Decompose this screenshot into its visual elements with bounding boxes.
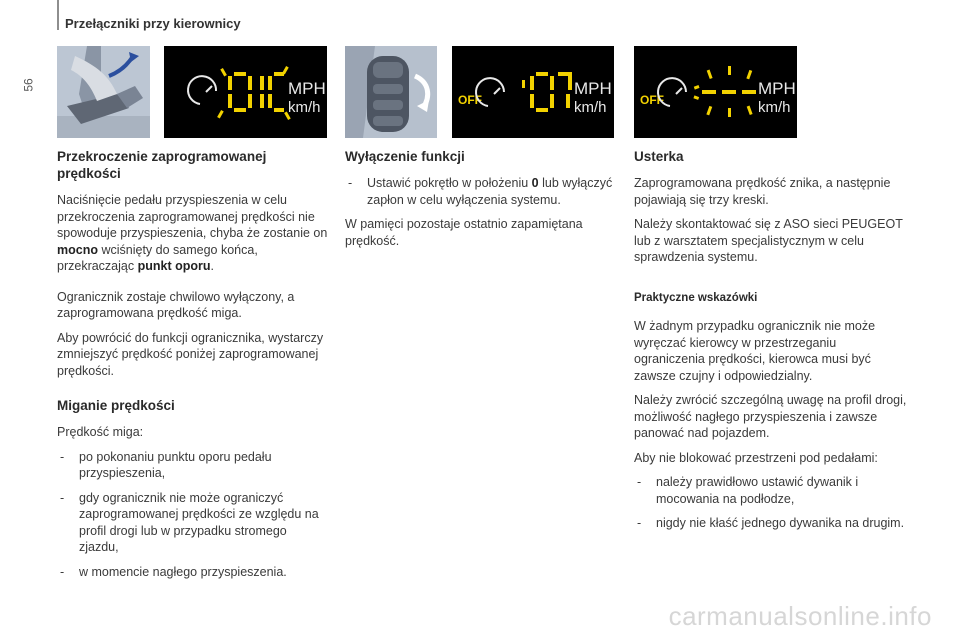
speed-display-flashing bbox=[164, 46, 327, 138]
header-bar bbox=[57, 0, 59, 30]
paragraph: Prędkość miga: bbox=[57, 425, 144, 439]
section-heading: Praktyczne wskazówki bbox=[634, 291, 758, 304]
page-title: Przełączniki przy kierownicy bbox=[65, 16, 241, 31]
paragraph: Należy zwrócić szczególną uwagę na profil drogi, możliwość nagłego przyspieszenia i zawsze panować nad pojazdem. bbox=[634, 393, 907, 440]
kmh-label: km/h bbox=[758, 99, 791, 116]
paragraph: Ogranicznik zostaje chwilowo wyłączony, a zaprogramowana prędkość miga. bbox=[57, 289, 295, 320]
column-exceeding-speed bbox=[57, 148, 329, 588]
watermark: carmanualsonline.info bbox=[668, 601, 932, 631]
pedal-illustration bbox=[57, 46, 150, 138]
section-heading: Usterka bbox=[634, 149, 684, 164]
column-fault bbox=[634, 148, 909, 540]
paragraph: Należy skontaktować się z ASO sieci PEUGEOT lub z warsztatem specjalistycznym w celu sprawdzenia systemu. bbox=[634, 217, 903, 264]
section-heading: Przekroczenie zaprogramowanej prędkości bbox=[57, 149, 267, 181]
speed-display-off bbox=[452, 46, 614, 138]
kmh-label: km/h bbox=[574, 99, 607, 116]
off-label: OFF bbox=[458, 93, 482, 107]
mph-label: MPH bbox=[574, 79, 612, 98]
section-heading: Miganie prędkości bbox=[57, 398, 175, 413]
off-label: OFF bbox=[640, 93, 664, 107]
list-item: - po pokonaniu punktu oporu pedału przyspieszenia, bbox=[57, 449, 329, 482]
page-number: 56 bbox=[21, 78, 36, 92]
list-item: - gdy ogranicznik nie może ograniczyć zaprogramowanej prędkości ze względu na profil drogi lub w przypadku stromego zjazdu, bbox=[57, 490, 329, 556]
steering-control-illustration bbox=[345, 46, 437, 138]
list-item: - w momencie nagłego przyspieszenia. bbox=[57, 564, 329, 581]
kmh-label: km/h bbox=[288, 99, 321, 116]
list-item: - nigdy nie kłaść jednego dywanika na drugim. bbox=[634, 515, 909, 532]
paragraph: Aby nie blokować przestrzeni pod pedałami: bbox=[634, 450, 878, 465]
mph-label: MPH bbox=[288, 79, 326, 98]
paragraph: Naciśnięcie pedału przyspieszenia w celu przekroczenia zaprogramowanej prędkości nie spowoduje przyspieszenia, chyba że zostanie on mocno wciśnięty do samego końca, przekraczając punkt oporu. bbox=[57, 193, 328, 273]
paragraph: Aby powrócić do funkcji ogranicznika, wystarczy zmniejszyć prędkość poniżej zaprogramowanej prędkości. bbox=[57, 330, 324, 378]
section-heading: Wyłączenie funkcji bbox=[345, 149, 465, 164]
mph-label: MPH bbox=[758, 79, 796, 98]
column-disable-function bbox=[345, 148, 613, 257]
speed-display-fault bbox=[634, 46, 797, 138]
list-item: - należy prawidłowo ustawić dywanik i mocowania na podłodze, bbox=[634, 474, 909, 507]
list-item: - Ustawić pokrętło w położeniu 0 lub wyłączyć zapłon w celu wyłączenia systemu. bbox=[345, 175, 613, 208]
paragraph: W pamięci pozostaje ostatnio zapamiętana prędkość. bbox=[345, 217, 583, 248]
paragraph: W żadnym przypadku ogranicznik nie może wyręczać kierowcy w przestrzeganiu ograniczenia prędkości, kierowca musi być zawsze czujny i odpowiedzialny. bbox=[634, 319, 876, 383]
paragraph: Zaprogramowana prędkość znika, a następnie pojawiają się trzy kreski. bbox=[634, 176, 891, 207]
